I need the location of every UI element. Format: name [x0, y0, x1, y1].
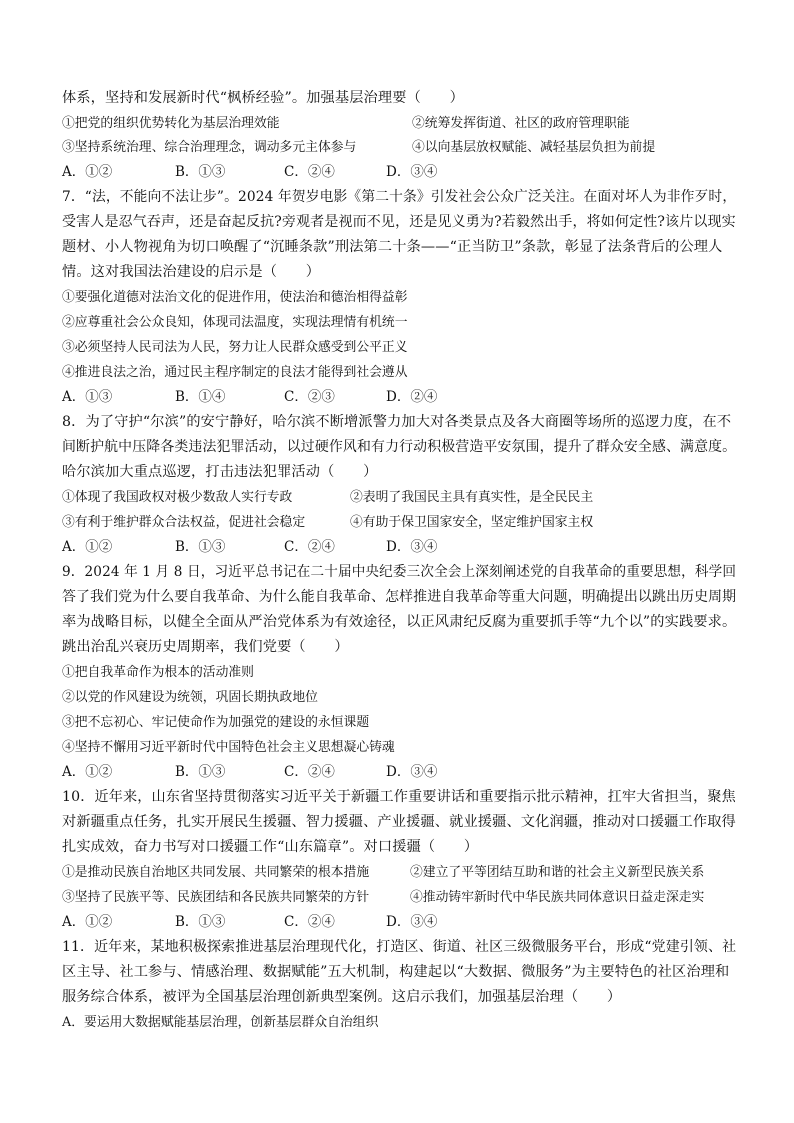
q7-choice-b: B．①④ [175, 389, 226, 405]
q11-stem-line-1: 11．近年来，某地积极探索推进基层治理现代化，打造区、街道、社区三级微服务平台，形成“党建引领、社 [62, 939, 737, 955]
q10-choice-a: A．①② [62, 914, 113, 930]
q9-choice-d: D．③④ [386, 764, 438, 780]
q8-choice-c: C．②④ [284, 539, 335, 555]
q9-stem-line-4: 跳出治乱兴衰历史周期率，我们党要（ ） [62, 639, 349, 655]
q7-item-4: ④推进良法之治，通过民主程序制定的良法才能得到社会遵从 [62, 365, 408, 380]
q9-item-1: ①把自我革命作为根本的活动准则 [62, 665, 254, 680]
q10-stem-line-3: 扎实成效，奋力书写对口援疆工作“山东篇章”。对口援疆（ ） [62, 839, 479, 855]
q11-stem-line-3: 服务综合体系，被评为全国基层治理创新典型案例。这启示我们，加强基层治理（ ） [62, 989, 622, 1005]
q10-choice-b: B．①③ [175, 914, 226, 930]
q6-item-4: ④以向基层放权赋能、减轻基层负担为前提 [412, 140, 656, 155]
q9-stem-line-1: 9．2024 年 1 月 8 日，习近平总书记在二十届中央纪委三次全会上深刻阐述党的自我革命的重要思想，科学回 [62, 564, 737, 580]
q6-choice-b: B．①③ [175, 164, 226, 180]
q8-item-2: ②表明了我国民主具有真实性，是全民民主 [350, 490, 594, 505]
q8-item-3: ③有利于维护群众合法权益，促进社会稳定 [62, 515, 306, 530]
q10-item-2: ②建立了平等团结互助和谐的社会主义新型民族关系 [410, 865, 705, 880]
q10-item-4: ④推动铸牢新时代中华民族共同体意识日益走深走实 [410, 890, 705, 905]
q10-stem-line-1: 10．近年来，山东省坚持贯彻落实习近平关于新疆工作重要讲话和重要指示批示精神，扛牢大省担当，聚焦 [62, 789, 736, 805]
q10-stem-line-2: 对新疆重点任务，扎实开展民生援疆、智力援疆、产业援疆、就业援疆、文化润疆，推动对口援疆工作取得 [62, 814, 736, 830]
q7-item-1: ①要强化道德对法治文化的促进作用，使法治和德治相得益彰 [62, 290, 408, 305]
q7-choice-d: D．②④ [386, 389, 438, 405]
q10-item-1: ①是推动民族自治地区共同发展、共同繁荣的根本措施 [62, 865, 370, 880]
q11-stem-line-2: 区主导、社工参与、情感治理、数据赋能”五大机制，构建起以“大数据、微服务”为主要特色的社区治理和 [62, 964, 730, 980]
q7-item-2: ②应尊重社会公众良知，体现司法温度，实现法理情有机统一 [62, 315, 408, 330]
q8-item-4: ④有助于保卫国家安全，坚定维护国家主权 [350, 515, 594, 530]
q6-choice-a: A．①② [62, 164, 113, 180]
q9-stem-line-3: 率为战略目标，以健全全面从严治党体系为有效途径，以正风肃纪反腐为重要抓手等“九个以”的实践要求。 [62, 614, 737, 630]
q9-stem-line-2: 答了我们党为什么要自我革命、为什么能自我革命、怎样推进自我革命等重大问题，明确提出以跳出历史周期 [62, 589, 737, 605]
q8-stem-line-3: 哈尔滨加大重点巡逻，打击违法犯罪活动（ ） [62, 464, 378, 480]
q9-choice-c: C．②④ [284, 764, 335, 780]
q7-choice-c: C．②③ [284, 389, 335, 405]
q8-choice-d: D．③④ [386, 539, 438, 555]
q8-item-1: ①体现了我国政权对极少数敌人实行专政 [62, 490, 293, 505]
q11-option-a: A．要运用大数据赋能基层治理，创新基层群众自治组织 [62, 1015, 379, 1030]
q10-choice-d: D．③④ [386, 914, 438, 930]
q9-choice-a: A．①② [62, 764, 113, 780]
q7-item-3: ③必须坚持人民司法为人民，努力让人民群众感受到公平正义 [62, 340, 408, 355]
q7-stem-line-3: 题材、小人物视角为切口唤醒了“沉睡条款”刑法第二十条——“正当防卫”条款，彰显了法条背后的公理人 [62, 239, 723, 255]
q7-choice-a: A．①③ [62, 389, 113, 405]
q6-choice-d: D．③④ [386, 164, 438, 180]
q9-item-3: ③把不忘初心、牢记使命作为加强党的建设的永恒课题 [62, 715, 370, 730]
q6-choice-c: C．②④ [284, 164, 335, 180]
q6-item-2: ②统筹发挥街道、社区的政府管理职能 [412, 116, 630, 131]
q6-stem-tail: 体系，坚持和发展新时代“枫桥经验”。加强基层治理要（ ） [62, 90, 464, 106]
q10-choice-c: C．②④ [284, 914, 335, 930]
q9-choice-b: B．①③ [175, 764, 226, 780]
q8-choice-a: A．①② [62, 539, 113, 555]
q6-item-3: ③坚持系统治理、综合治理理念，调动多元主体参与 [62, 140, 357, 155]
q8-choice-b: B．①③ [175, 539, 226, 555]
q8-stem-line-1: 8．为了守护“尔滨”的安宁静好，哈尔滨不断增派警力加大对各类景点及各大商圈等场所的巡逻力度，在不 [62, 414, 732, 430]
q9-item-4: ④坚持不懈用习近平新时代中国特色社会主义思想凝心铸魂 [62, 740, 395, 755]
q8-stem-line-2: 间断护航中压降各类违法犯罪活动，以过硬作风和有力行动积极营造平安氛围，提升了群众安全感、满意度。 [62, 439, 737, 455]
q9-item-2: ②以党的作风建设为统领，巩固长期执政地位 [62, 690, 318, 705]
q7-stem-line-2: 受害人是忍气吞声，还是奋起反抗?旁观者是视而不见，还是见义勇为?若毅然出手，将如何定性?该片以现实 [62, 214, 736, 230]
q7-stem-line-4: 情。这对我国法治建设的启示是（ ） [62, 264, 321, 280]
q10-item-3: ③坚持了民族平等、民族团结和各民族共同繁荣的方针 [62, 890, 370, 905]
q6-item-1: ①把党的组织优势转化为基层治理效能 [62, 116, 280, 131]
q7-stem-line-1: 7．“法，不能向不法让步”。2024 年贺岁电影《第二十条》引发社会公众广泛关注。在面对坏人为非作歹时， [62, 189, 737, 205]
